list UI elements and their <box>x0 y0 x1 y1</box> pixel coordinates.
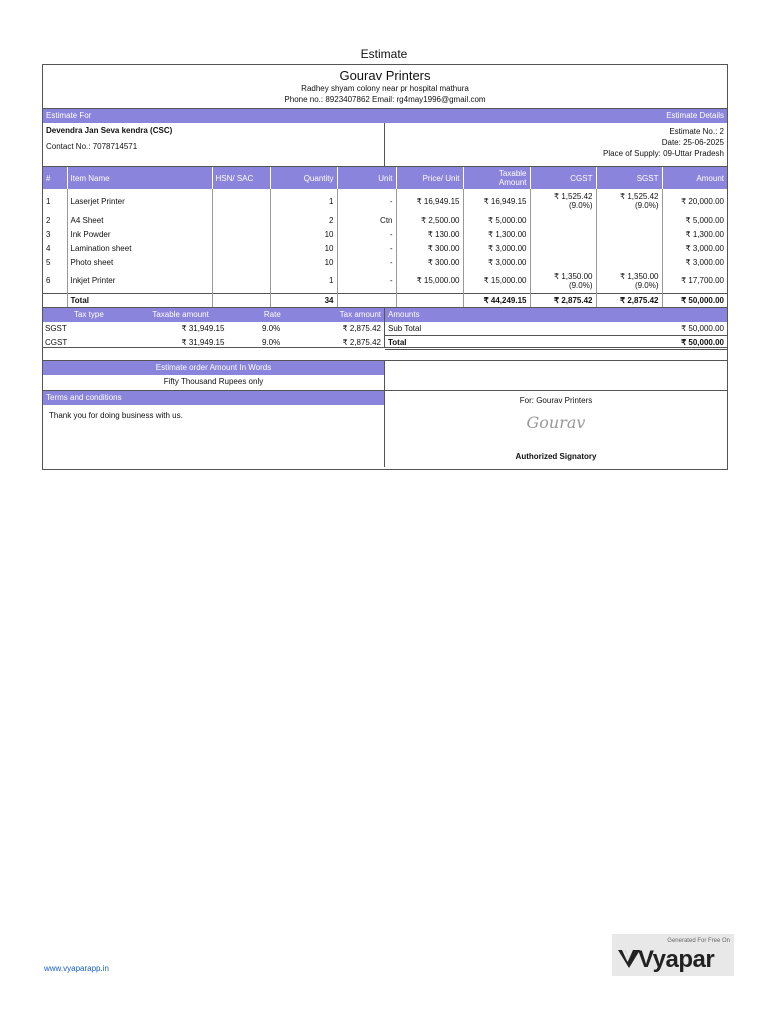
table-row: 6 Inkjet Printer 1 - ₹ 15,000.00 ₹ 15,000.00 ₹ 1,350.00 (9.0%) ₹ 1,350.00 (9.0%) ₹ 17,700.00 <box>43 269 727 293</box>
estimate-number: Estimate No.: 2 <box>669 127 724 136</box>
terms-text: Thank you for doing business with us. <box>49 410 183 420</box>
table-row: 5 Photo sheet 10 - ₹ 300.00 ₹ 3,000.00 ₹ 3,000.00 <box>43 255 727 269</box>
estimate-document <box>42 64 728 470</box>
items-header-row <box>43 167 727 189</box>
estimate-meta-headers <box>43 109 727 123</box>
estimate-meta <box>43 123 727 167</box>
vyapar-logo-icon <box>618 950 640 973</box>
words-value: Fifty Thousand Rupees only <box>163 376 264 386</box>
vyapar-link[interactable]: www.vyaparapp.in <box>44 964 109 973</box>
table-row: CGST ₹ 31,949.15 9.0% ₹ 2,875.42 <box>45 337 381 347</box>
col-hsn: HSN/ SAC <box>212 167 270 189</box>
terms-signature <box>43 391 727 467</box>
col-unit: Unit <box>337 167 396 189</box>
items-table <box>43 167 727 308</box>
col-quantity: Quantity <box>270 167 337 189</box>
terms-header: Terms and conditions <box>43 391 384 405</box>
amounts-box <box>385 308 727 348</box>
table-row: 1 Laserjet Printer 1 - ₹ 16,949.15 ₹ 16,949.15 ₹ 1,525.42 (9.0%) ₹ 1,525.42 (9.0%) ₹ 20,000.00 <box>43 189 727 213</box>
doc-title: Estimate <box>360 47 408 61</box>
company-header <box>43 65 727 109</box>
col-amount: Amount <box>662 167 727 189</box>
col-num: # <box>43 167 67 189</box>
col-price: Price/ Unit <box>396 167 463 189</box>
amount-in-words <box>43 360 727 391</box>
estimate-details-header: Estimate Details <box>666 111 724 120</box>
customer-contact: Contact No.: 7078714571 <box>46 142 138 151</box>
table-row: 4 Lamination sheet 10 - ₹ 300.00 ₹ 3,000.00 ₹ 3,000.00 <box>43 241 727 255</box>
col-item-name: Item Name <box>67 167 212 189</box>
authorized-signatory: Authorized Signatory <box>515 451 597 461</box>
customer-name: Devendra Jan Seva kendra (CSC) <box>46 126 173 135</box>
col-taxable: Taxable Amount <box>463 167 530 189</box>
company-address: Radhey shyam colony near pr hospital mathura <box>301 84 469 93</box>
company-name: Gourav Printers <box>339 68 431 83</box>
amounts-header: Amounts <box>385 308 727 322</box>
table-row: 2 A4 Sheet 2 Ctn ₹ 2,500.00 ₹ 5,000.00 ₹ 5,000.00 <box>43 213 727 227</box>
items-total-row: Total 34 ₹ 44,249.15 ₹ 2,875.42 ₹ 2,875.42 ₹ 50,000.00 <box>43 293 727 307</box>
grand-total-row: Total ₹ 50,000.00 <box>385 336 727 350</box>
vyapar-badge <box>612 934 734 976</box>
estimate-date: Date: 25-06-2025 <box>661 138 724 147</box>
generated-text: Generated For Free On <box>667 938 730 944</box>
company-contact: Phone no.: 8923407862 Email: rg4may1996@gmail.com <box>284 95 486 104</box>
subtotal-row: Sub Total ₹ 50,000.00 <box>385 322 727 336</box>
estimate-for-header: Estimate For <box>46 111 92 120</box>
tax-table <box>43 308 385 348</box>
col-sgst: SGST <box>596 167 662 189</box>
tax-summary <box>43 308 727 348</box>
tax-header-row: Tax type Taxable amount Rate Tax amount <box>43 308 384 322</box>
place-of-supply: Place of Supply: 09-Uttar Pradesh <box>603 149 724 158</box>
signature-mark: Gourav <box>526 412 586 432</box>
table-row: 3 Ink Powder 10 - ₹ 130.00 ₹ 1,300.00 ₹ 1,300.00 <box>43 227 727 241</box>
col-cgst: CGST <box>530 167 596 189</box>
table-row: SGST ₹ 31,949.15 9.0% ₹ 2,875.42 <box>45 323 381 333</box>
signature-for: For: Gourav Printers <box>519 395 593 405</box>
vyapar-brand: Vyapar <box>638 946 715 973</box>
words-header: Estimate order Amount In Words <box>43 361 384 375</box>
